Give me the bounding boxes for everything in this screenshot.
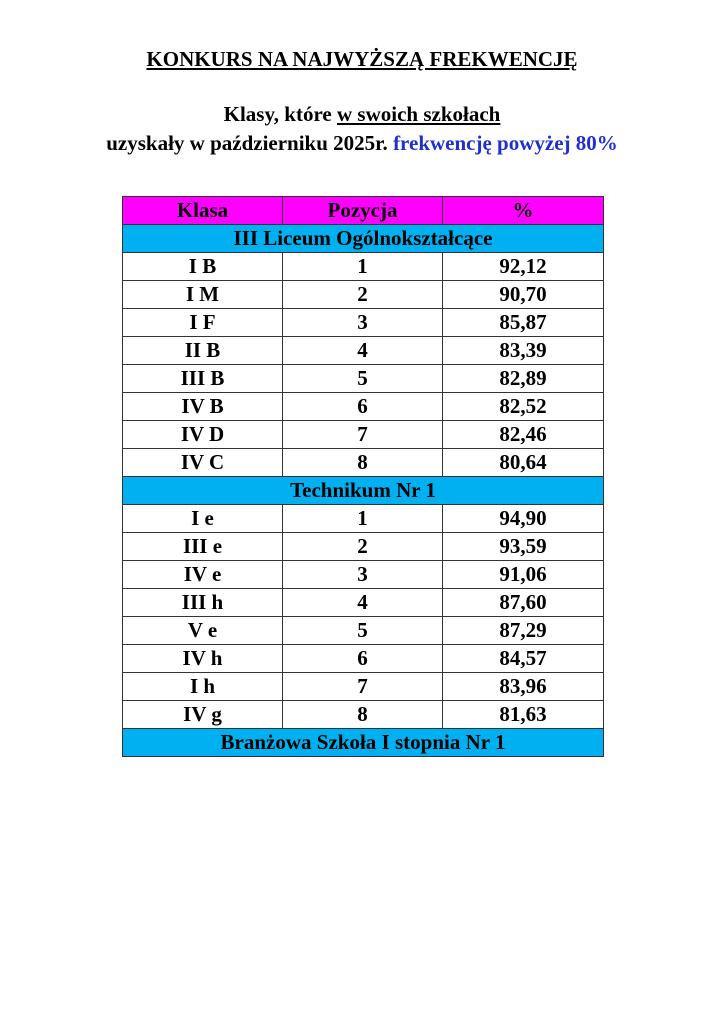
table-row — [123, 393, 604, 421]
cell-position: 8 — [283, 449, 443, 477]
cell-class: III h — [123, 589, 283, 617]
table-row — [123, 421, 604, 449]
cell-percent: 90,70 — [443, 281, 604, 309]
cell-class: IV g — [123, 701, 283, 729]
cell-class: I B — [123, 253, 283, 281]
table-row — [123, 645, 604, 673]
table-row — [123, 253, 604, 281]
cell-position: 3 — [283, 561, 443, 589]
section-title: Technikum Nr 1 — [123, 477, 604, 505]
cell-class: V e — [123, 617, 283, 645]
cell-class: IV h — [123, 645, 283, 673]
table-row — [123, 365, 604, 393]
table-row — [123, 505, 604, 533]
cell-percent: 87,29 — [443, 617, 604, 645]
table-row — [123, 533, 604, 561]
cell-percent: 83,39 — [443, 337, 604, 365]
table-row — [123, 561, 604, 589]
section-row — [123, 477, 604, 505]
cell-percent: 82,46 — [443, 421, 604, 449]
table-row — [123, 281, 604, 309]
cell-class: IV D — [123, 421, 283, 449]
cell-percent: 85,87 — [443, 309, 604, 337]
section-row — [123, 225, 604, 253]
table-row — [123, 673, 604, 701]
cell-class: I M — [123, 281, 283, 309]
subtitle-underlined-text: w swoich szkołach — [337, 102, 501, 126]
cell-percent: 82,89 — [443, 365, 604, 393]
table-row — [123, 449, 604, 477]
subtitle-text-1: Klasy, które — [223, 102, 337, 126]
cell-percent: 94,90 — [443, 505, 604, 533]
cell-class: IV B — [123, 393, 283, 421]
cell-percent: 91,06 — [443, 561, 604, 589]
table-row — [123, 337, 604, 365]
subtitle-line-2 — [0, 129, 724, 158]
table-row — [123, 617, 604, 645]
cell-percent: 87,60 — [443, 589, 604, 617]
cell-position: 5 — [283, 617, 443, 645]
cell-position: 2 — [283, 281, 443, 309]
cell-percent: 84,57 — [443, 645, 604, 673]
attendance-table — [122, 196, 604, 757]
cell-class: I e — [123, 505, 283, 533]
header-percent: % — [443, 197, 604, 225]
cell-position: 4 — [283, 589, 443, 617]
subtitle-highlight-text: frekwencję powyżej 80% — [393, 131, 618, 155]
cell-percent: 82,52 — [443, 393, 604, 421]
subtitle — [0, 100, 724, 158]
section-row — [123, 729, 604, 757]
cell-class: III B — [123, 365, 283, 393]
cell-class: IV e — [123, 561, 283, 589]
section-title: III Liceum Ogólnokształcące — [123, 225, 604, 253]
table-row — [123, 309, 604, 337]
cell-percent: 80,64 — [443, 449, 604, 477]
cell-percent: 92,12 — [443, 253, 604, 281]
table-row — [123, 701, 604, 729]
cell-percent: 81,63 — [443, 701, 604, 729]
page-title: KONKURS NA NAJWYŻSZĄ FREKWENCJĘ — [146, 47, 578, 71]
cell-position: 1 — [283, 253, 443, 281]
cell-position: 1 — [283, 505, 443, 533]
cell-position: 4 — [283, 337, 443, 365]
subtitle-line-1 — [0, 100, 724, 129]
header-klasa: Klasa — [123, 197, 283, 225]
cell-class: III e — [123, 533, 283, 561]
cell-position: 3 — [283, 309, 443, 337]
cell-class: IV C — [123, 449, 283, 477]
cell-class: II B — [123, 337, 283, 365]
header-pozycja: Pozycja — [283, 197, 443, 225]
cell-position: 2 — [283, 533, 443, 561]
cell-percent: 83,96 — [443, 673, 604, 701]
cell-percent: 93,59 — [443, 533, 604, 561]
table-row — [123, 589, 604, 617]
cell-class: I h — [123, 673, 283, 701]
table-header-row — [123, 197, 604, 225]
subtitle-text-2: uzyskały w październiku 2025r. — [106, 131, 394, 155]
cell-position: 6 — [283, 645, 443, 673]
cell-class: I F — [123, 309, 283, 337]
cell-position: 8 — [283, 701, 443, 729]
cell-position: 7 — [283, 421, 443, 449]
section-title: Branżowa Szkoła I stopnia Nr 1 — [123, 729, 604, 757]
cell-position: 5 — [283, 365, 443, 393]
cell-position: 6 — [283, 393, 443, 421]
cell-position: 7 — [283, 673, 443, 701]
